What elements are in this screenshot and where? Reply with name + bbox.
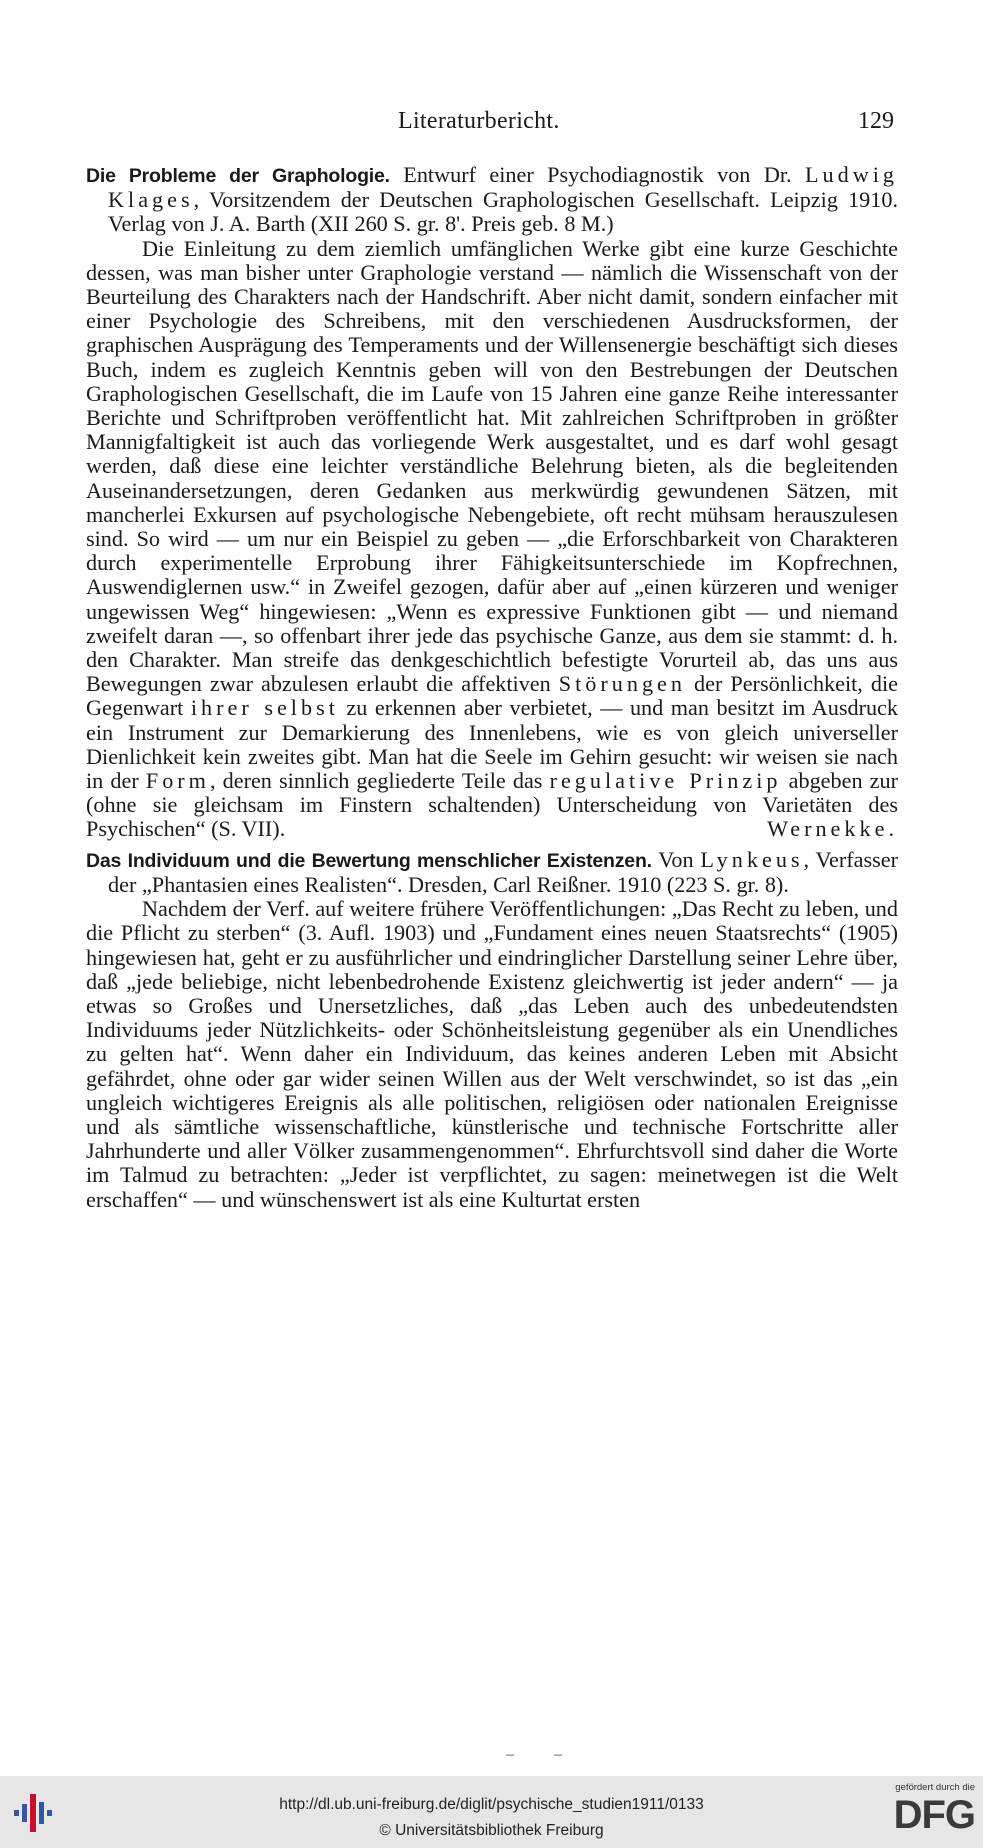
dfg-logo-text: DFG <box>893 1793 975 1837</box>
review-heading <box>86 163 898 237</box>
review-heading <box>86 848 898 897</box>
review-paragraph <box>86 237 898 842</box>
spaced-emphasis: ihrer selbst <box>190 695 339 721</box>
paragraph-text: abgeben zur (ohne sie gleichsam im Finstern schaltenden) Unterscheidung von Varietäten des Psychischen“ (S. VII). <box>86 768 899 842</box>
review-heading-text: , Verfasser der „Phantasien eines Realisten“. Dresden, Carl Reißner. 1910 (223 S. gr. 8). <box>108 846 899 897</box>
funder-caption: gefördert durch die <box>895 1782 975 1793</box>
viewer-footer <box>0 1776 983 1848</box>
spaced-emphasis: Form <box>145 768 210 794</box>
paragraph-text: zu erkennen aber verbietet, — und man besitzt im Ausdruck ein Instrument zur Demarkierung des Innenlebens, wie es von gleich universeller Dienlichkeit kein zweites gibt. Man hat die Seele im Gehirn gesucht: wir weisen sie nach in der <box>86 695 898 794</box>
running-head: Literaturbericht. <box>398 108 560 134</box>
funder-logo <box>885 1782 975 1844</box>
paragraph-text: Die Einleitung zu dem ziemlich umfänglichen Werke gibt eine kurze Geschichte dessen, was man bisher unter Graphologie verstand — nämlich die Wissenschaft von der Beurteilung des Charakters nach der Handschrift. Aber nicht damit, sondern einfacher mit einer Psychologie des Schreibens, mit den verschiedenen Ausdrucksformen, der graphischen Ausprägung des Temperaments und der Willensenergie beschäftigt sich dieses Buch, indem es zugleich Kenntnis geben will von den Bestrebungen der Deutschen Graphologischen Gesellschaft, die im Laufe von 15 Jahren eine ganze Reihe interessanter Berichte und Schriftproben veröffentlicht hat. Mit zahlreichen Schriftproben in größter Mannigfaltigkeit ist auch das vorliegende Werk ausgestaltet, und es darf wohl gesagt werden, daß diese eine leichter verständliche Belehrung bieten, als die begleitenden Auseinandersetzungen, deren Gedanken aus merkwürdig gewundenen Sätzen, mit mancherlei Exkursen auf psychologische Nebengebiete, oft recht mühsam herauszulesen sind. So wird — um nur ein Beispiel zu geben — „die Erforschbarkeit von Charakteren durch experimentelle Erprobung ihrer Fähigkeitsunterschiede im Kopfrechnen, Auswendiglernen usw.“ in Zweifel gezogen, dafür aber auf „einen kürzeren und weniger ungewissen Weg“ hingewiesen: „Wenn es expressive Funktionen gibt — und niemand zweifelt daran —, so offenbart ihrer jede das psychische Ganze, aus dem sie stammt: d. h. den Charakter. Man streife das denkgeschichtlich befestigte Vorurteil ab, das uns aus Bewegungen zwar abzulesen erlaubt die affektiven <box>86 235 898 697</box>
reviewer-signature: Wernekke. <box>767 816 898 842</box>
body-text <box>86 163 898 1212</box>
paragraph-text: , deren sinnlich gegliederte Teile das <box>209 768 550 794</box>
review-heading-text: Von <box>651 846 701 872</box>
review-title: Die Probleme der Graphologie. <box>86 165 390 187</box>
spaced-emphasis: regulative Prinzip <box>549 768 782 794</box>
paragraph-text: der Persönlichkeit, die Gegenwart <box>86 671 898 721</box>
review-heading-text: Entwurf einer Psychodiagnostik von Dr. <box>389 162 805 187</box>
paragraph-text: Nachdem der Verf. auf weitere frühere Veröffentlichungen: „Das Recht zu leben, und die Pflicht zu sterben“ (3. Aufl. 1903) und „Fundament eines neuen Staatsrechts“ (1905) hingewiesen hat, geht er zu ausführlicher und eindringlicher Darstellung seiner Lehre über, daß „jede beliebige, nicht lebenbedrohende Existenz gleichwertig ist jeder andern“ — ja etwas so Großes und Unersetzliches, daß „das Leben auch des unbedeutendsten Individuums jeder Nützlichkeits- oder Schönheitsleistung gegenüber als ein Unendliches zu gelten hat“. Wenn daher ein Individuum, das keines anderen Leben mit Absicht gefährdet, ohne oder gar wider seinen Willen aus der Welt verschwindet, so ist das „ein ungleich wichtigeres Ereignis als alle politischen, religiösen oder nationalen Ereignisse und als sämtliche wissenschaftliche, künstlerische und technische Fortschritte aller Jahrhunderte und aller Völker zusammengenommen“. Ehrfurchtsvoll sind daher die Worte im Talmud zu betrachten: „Jeder ist verpflichtet, zu sagen: meinetwegen ist die Welt erschaffen“ — und wünschenswert ist als eine Kulturtat ersten <box>86 896 898 1212</box>
review-title: Das Individuum und die Bewertung menschlicher Existenzen. <box>86 849 652 872</box>
review-author: Lynkeus <box>700 846 804 872</box>
review-paragraph <box>86 897 898 1212</box>
footer-dashes: – – <box>506 1746 580 1763</box>
page-header <box>0 108 983 140</box>
copyright-notice: © Universitätsbibliothek Freiburg <box>379 1822 604 1839</box>
page-number: 129 <box>858 108 894 134</box>
review-heading-text: , Vorsitzendem der Deutschen Graphologischen Gesellschaft. Leipzig 1910. Verlag von J. A. Barth (XII 260 S. gr. 8'. Preis geb. 8 M.) <box>108 187 898 237</box>
review-author: Ludwig Klages <box>108 162 898 213</box>
spaced-emphasis: Störungen <box>558 671 686 697</box>
permalink-url[interactable]: http://dl.ub.uni-freiburg.de/diglit/psychische_studien1911/0133 <box>279 1796 704 1813</box>
